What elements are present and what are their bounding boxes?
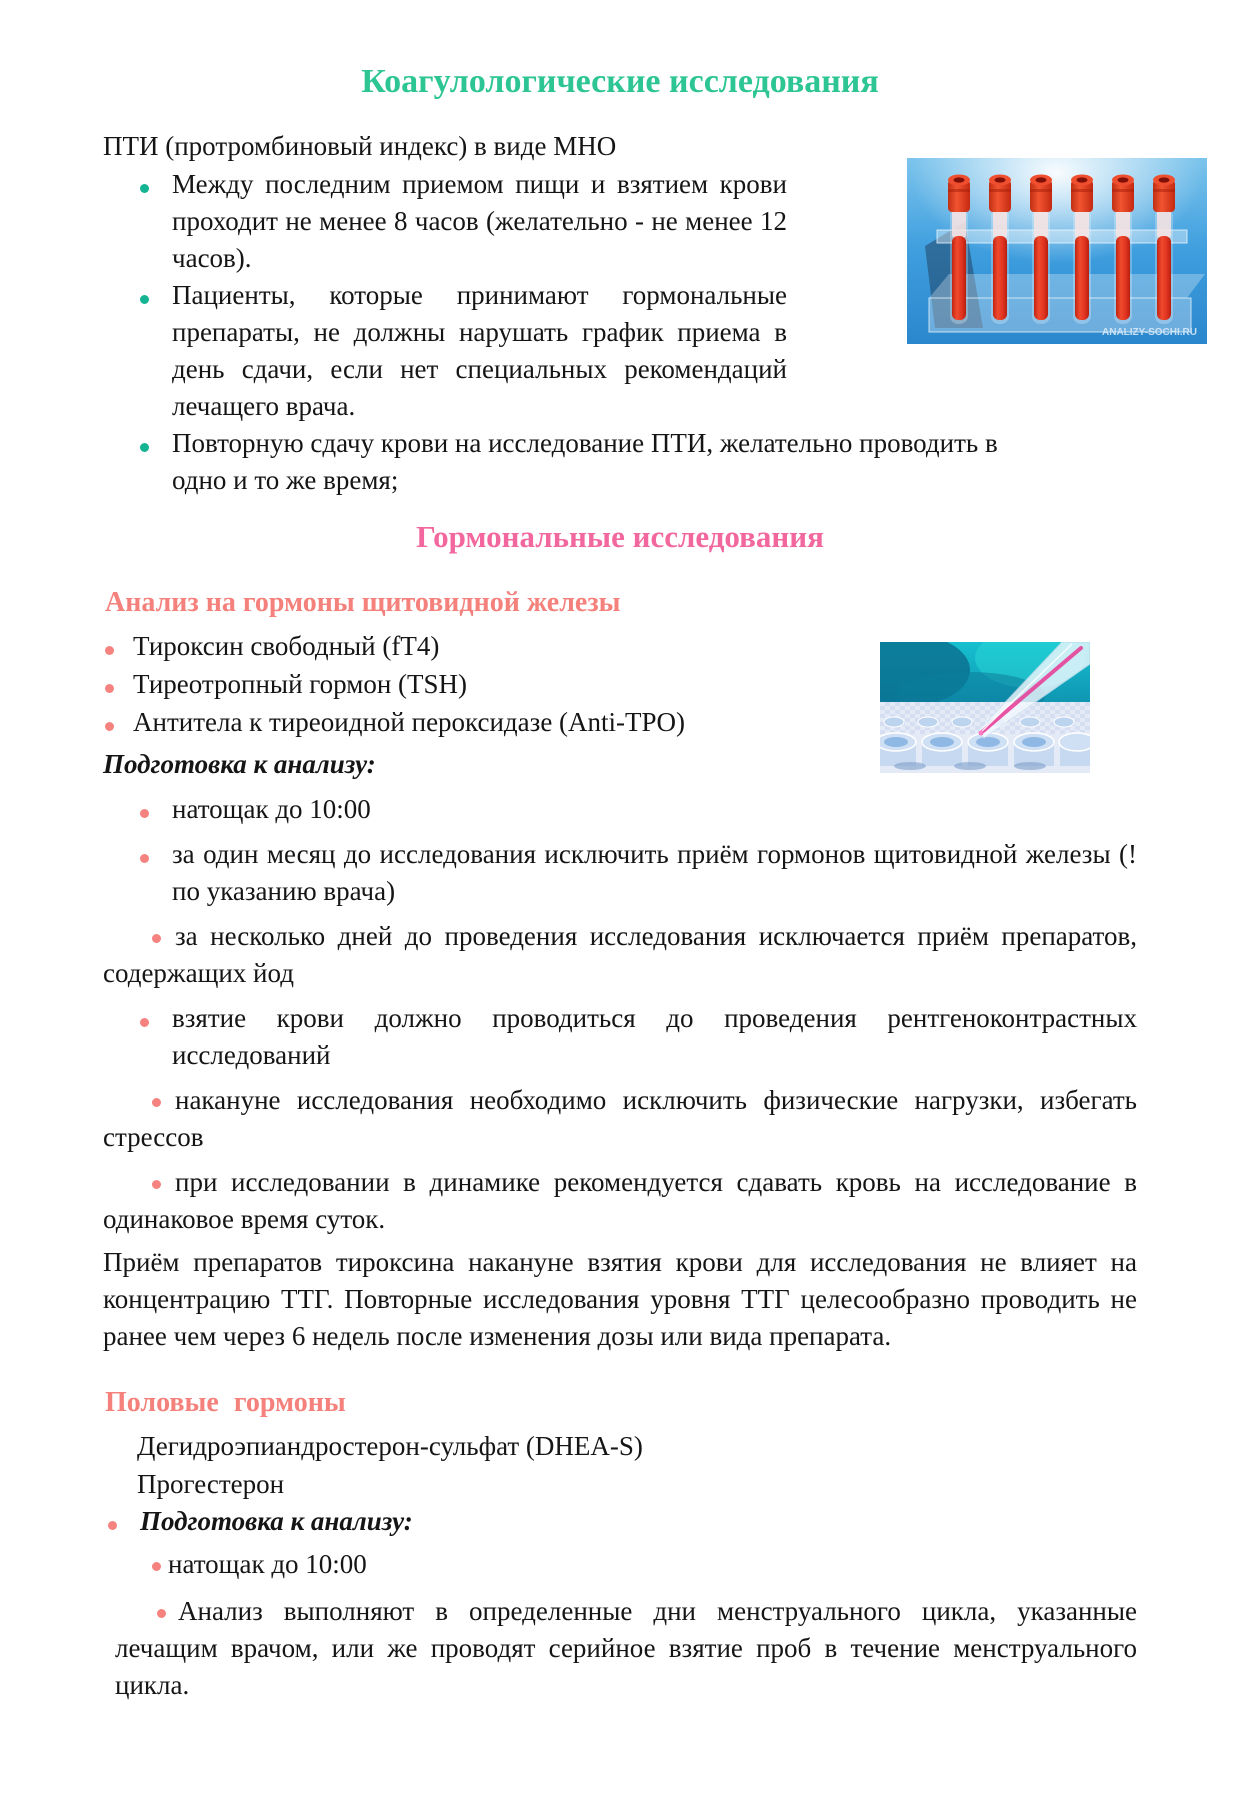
list-item — [103, 166, 787, 277]
bullet-icon — [152, 1180, 161, 1189]
blood-tubes-image — [907, 158, 1207, 344]
list-item-text: Пациенты, которые принимают гормональные препараты, не должны нарушать график приема в день сдачи, если нет специальных рекомендаций лечащего врача. — [172, 280, 787, 421]
thyroid-heading: Анализ на гормоны щитовидной железы — [105, 587, 621, 618]
list-item: Прогестерон — [137, 1469, 285, 1499]
bullet-icon — [105, 646, 114, 655]
bullet-icon — [152, 1098, 161, 1107]
list-item-text: за один месяц до исследования исключить приём гормонов щитовидной железы (!по указанию врача) — [172, 839, 1137, 906]
bullet-icon — [140, 1018, 149, 1027]
bullet-icon — [152, 1562, 161, 1571]
bullet-icon — [140, 854, 149, 863]
bullet-icon — [157, 1609, 166, 1618]
prep-label: Подготовка к анализу: — [140, 1506, 413, 1536]
list-item — [103, 1164, 1137, 1238]
list-item — [103, 277, 787, 425]
list-item-text: Антитела к тиреоидной пероксидазе (Anti-TPO) — [133, 707, 686, 737]
microplate-image — [880, 642, 1090, 773]
list-item — [103, 425, 1137, 499]
hormonal-section-title: Гормональные исследования — [416, 519, 824, 554]
list-item-text: Тиреотропный гормон (TSH) — [133, 669, 468, 699]
bullet-icon — [105, 684, 114, 693]
bullet-icon — [140, 809, 149, 818]
list-item-text: натощак до 10:00 — [172, 794, 371, 824]
bullet-icon — [108, 1521, 117, 1530]
list-item-text: накануне исследования необходимо исключить физические нагрузки, избегать стрессов — [103, 1085, 1137, 1152]
bullet-icon — [105, 722, 114, 731]
list-item — [103, 836, 1137, 910]
sex-hormones-subsection — [103, 1385, 1137, 1704]
list-item-text: натощак до 10:00 — [168, 1549, 367, 1579]
list-item — [103, 1000, 1137, 1074]
thyroid-prep-list — [103, 791, 1137, 1238]
image-watermark: ANALIZY-SOCHI.RU — [1102, 327, 1197, 338]
list-item-text: Между последним приемом пищи и взятием крови проходит не менее 8 часов (желательно - не менее 12 часов). — [172, 169, 787, 273]
list-item-text: за несколько дней до проведения исследования исключается приём препаратов, содержащих йод — [103, 921, 1137, 988]
thyroid-note: Приём препаратов тироксина накануне взятия крови для исследования не влияет на концентрацию ТТГ. Повторные исследования уровня ТТГ целесообразно проводить не ранее чем через 6 недель после изменения дозы или вида препарата. — [103, 1247, 1137, 1351]
list-item — [103, 1546, 1137, 1583]
bullet-icon — [140, 184, 149, 193]
list-item-text: Повторную сдачу крови на исследование ПТИ, желательно проводить в одно и то же время; — [172, 428, 998, 495]
coag-intro-line: ПТИ (протромбиновый индекс) в виде МНО — [103, 131, 617, 161]
coagulation-section — [103, 128, 1197, 499]
bullet-icon — [152, 934, 161, 943]
list-item-text: при исследовании в динамике рекомендуется сдавать кровь на исследование в одинаковое время суток. — [103, 1167, 1137, 1234]
list-item-text: Анализ выполняют в определенные дни менструального цикла, указанные лечащим врачом, или же проводят серийное взятие проб в течение менструального цикла. — [115, 1596, 1137, 1700]
list-item: Дегидроэпиандростерон-сульфат (DHEA-S) — [137, 1431, 643, 1461]
page-title: Коагулологические исследования — [361, 63, 879, 100]
bullet-icon — [140, 295, 149, 304]
list-item — [103, 1503, 1137, 1540]
document-page — [0, 60, 1240, 1814]
list-item — [115, 1593, 1137, 1704]
list-item-text: Тироксин свободный (fT4) — [133, 631, 440, 661]
sex-hormones-heading: Половые гормоны — [105, 1387, 346, 1418]
list-item-text: взятие крови должно проводиться до проведения рентгеноконтрастных исследований — [172, 1003, 1137, 1070]
list-item — [103, 1082, 1137, 1156]
list-item — [103, 918, 1137, 992]
bullet-icon — [140, 443, 149, 452]
prep-label: Подготовка к анализу: — [103, 749, 376, 779]
list-item — [103, 791, 1137, 828]
